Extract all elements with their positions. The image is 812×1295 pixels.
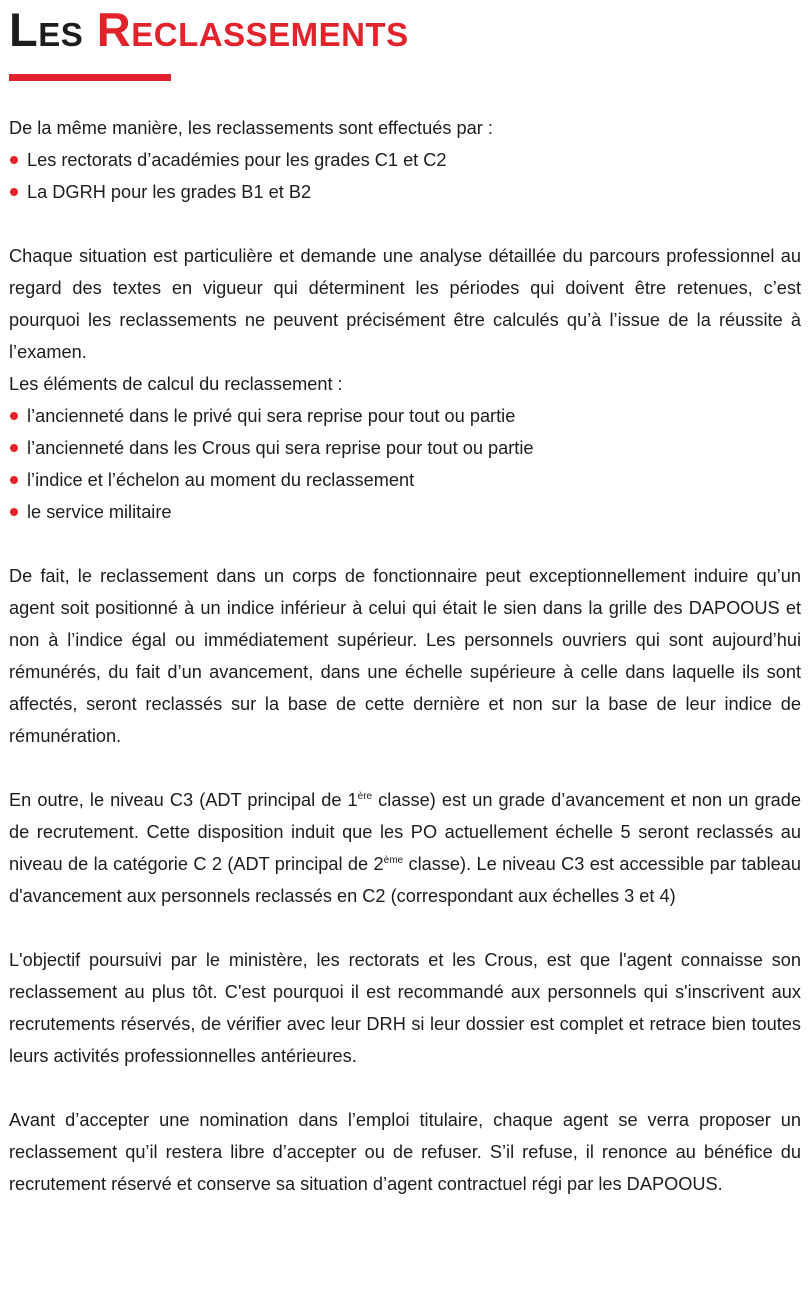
list-item: l’indice et l’échelon au moment du reclassement <box>9 464 801 496</box>
bullet-list-grades <box>9 144 801 208</box>
list-item: le service militaire <box>9 496 801 528</box>
title-part-1: Les <box>9 3 84 56</box>
title-part-2: Reclassements <box>96 3 409 56</box>
list-item: l’ancienneté dans le privé qui sera reprise pour tout ou partie <box>9 400 801 432</box>
page-title <box>9 2 409 58</box>
outre-paragraph: En outre, le niveau C3 (ADT principal de 1ère classe) est un grade d’avancement et non un grade de recrutement. Cette disposition induit que les PO actuellement échelle 5 seront reclassés au niveau de la catégorie C 2 (ADT principal de 2ème classe). Le niveau C3 est accessible par tableau d'avancement aux personnels reclassés en C2 (correspondant aux échelles 3 et 4) <box>9 790 801 906</box>
situation-paragraph: Chaque situation est particulière et demande une analyse détaillée du parcours professionnel au regard des textes en vigueur qui déterminent les périodes qui doivent être retenues, c’est pourquoi les reclassements ne peuvent précisément être calculés qu’à l’issue de la réussite à l’examen. <box>9 246 801 362</box>
avant-paragraph: Avant d’accepter une nomination dans l’emploi titulaire, chaque agent se verra proposer un reclassement qu’il restera libre d’accepter ou de refuser. S’il refuse, il renonce au bénéfice du recrutement réservé et conserve sa situation d’agent contractuel régi par les DAPOOUS. <box>9 1110 801 1194</box>
list-item: Les rectorats d’académies pour les grades C1 et C2 <box>9 144 801 176</box>
bullet-dot-icon <box>10 476 18 484</box>
title-underline <box>9 74 171 81</box>
list-item: La DGRH pour les grades B1 et B2 <box>9 176 801 208</box>
bullet-dot-icon <box>10 412 18 420</box>
document-body <box>9 112 801 1200</box>
objectif-paragraph: L'objectif poursuivi par le ministère, les rectorats et les Crous, est que l'agent connaisse son reclassement au plus tôt. C'est pourquoi il est recommandé aux personnels qui s'inscrivent aux recrutements réservés, de vérifier avec leur DRH si leur dossier est complet et retrace bien toutes leurs activités professionnelles antérieures. <box>9 950 801 1066</box>
list-item: l’ancienneté dans les Crous qui sera reprise pour tout ou partie <box>9 432 801 464</box>
bullet-dot-icon <box>10 508 18 516</box>
calc-intro-text: Les éléments de calcul du reclassement : <box>9 374 343 394</box>
bullet-list-calc-elements <box>9 400 801 528</box>
superscript-ere: ère <box>357 791 373 802</box>
bullet-dot-icon <box>10 188 18 196</box>
bullet-dot-icon <box>10 156 18 164</box>
defait-paragraph: De fait, le reclassement dans un corps de fonctionnaire peut exceptionnellement induire qu’un agent soit positionné à un indice inférieur à celui qui était le sien dans la grille des DAPOOUS et non à l’indice égal ou immédiatement supérieur. Les personnels ouvriers qui sont aujourd’hui rémunérés, du fait d’un avancement, dans une échelle supérieure à celle dans laquelle ils sont affectés, seront reclassés sur la base de cette dernière et non sur la base de leur indice de rémunération. <box>9 566 801 746</box>
intro-text: De la même manière, les reclassements sont effectués par : <box>9 118 493 138</box>
bullet-dot-icon <box>10 444 18 452</box>
superscript-eme: ème <box>383 855 404 866</box>
